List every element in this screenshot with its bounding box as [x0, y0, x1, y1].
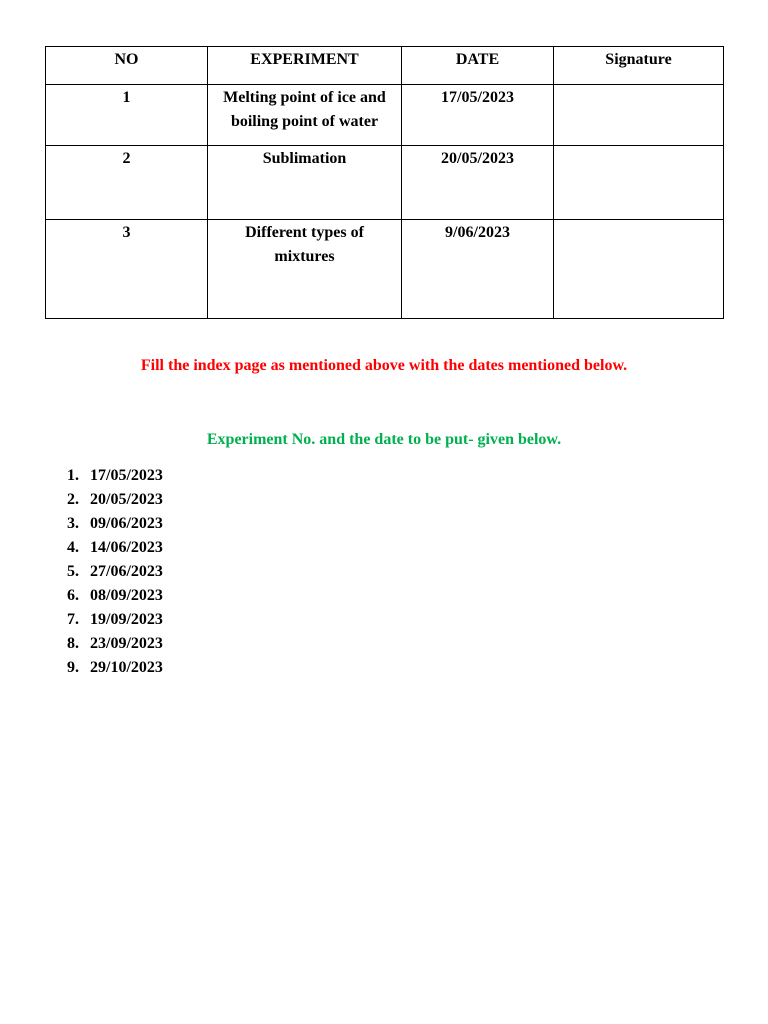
- list-item: [67, 632, 163, 656]
- list-date: 09/06/2023: [90, 515, 163, 532]
- list-date: 23/09/2023: [90, 635, 163, 652]
- list-number: 5.: [67, 563, 79, 580]
- cell-no: 1: [46, 85, 208, 146]
- index-table: [45, 46, 724, 319]
- list-number: 1.: [67, 467, 79, 484]
- list-number: 6.: [67, 587, 79, 604]
- header-experiment: EXPERIMENT: [208, 47, 402, 85]
- cell-experiment: [208, 220, 402, 319]
- table-row: [46, 220, 724, 319]
- list-item: [67, 608, 163, 632]
- list-item: [67, 656, 163, 680]
- cell-experiment: [208, 85, 402, 146]
- list-number: 8.: [67, 635, 79, 652]
- list-item: [67, 560, 163, 584]
- header-no: NO: [46, 47, 208, 85]
- cell-experiment: [208, 146, 402, 220]
- instruction-green: Experiment No. and the date to be put- given below.: [206, 431, 562, 448]
- list-item: [67, 584, 163, 608]
- list-number: 7.: [67, 611, 79, 628]
- list-item: [67, 488, 163, 512]
- list-item: [67, 536, 163, 560]
- list-date: 27/06/2023: [90, 563, 163, 580]
- experiment-line: boiling point of water: [230, 113, 379, 130]
- list-date: 17/05/2023: [90, 467, 163, 484]
- table-row: [46, 85, 724, 146]
- list-date: 29/10/2023: [90, 659, 163, 676]
- cell-date: 17/05/2023: [402, 85, 554, 146]
- instruction-red: Fill the index page as mentioned above with the dates mentioned below.: [140, 357, 628, 374]
- cell-no: 3: [46, 220, 208, 319]
- date-list: [67, 464, 163, 680]
- list-number: 9.: [67, 659, 79, 676]
- cell-no: 2: [46, 146, 208, 220]
- list-date: 08/09/2023: [90, 587, 163, 604]
- cell-date: 9/06/2023: [402, 220, 554, 319]
- list-number: 2.: [67, 491, 79, 508]
- list-date: 20/05/2023: [90, 491, 163, 508]
- cell-signature: [554, 146, 724, 220]
- table-row: [46, 146, 724, 220]
- experiment-line: Sublimation: [262, 150, 347, 167]
- cell-signature: [554, 85, 724, 146]
- list-number: 3.: [67, 515, 79, 532]
- cell-date: 20/05/2023: [402, 146, 554, 220]
- experiment-line: Melting point of ice and: [223, 89, 386, 106]
- header-signature: Signature: [554, 47, 724, 85]
- cell-signature: [554, 220, 724, 319]
- experiment-line: Different types of: [245, 224, 364, 241]
- list-date: 14/06/2023: [90, 539, 163, 556]
- experiment-line: mixtures: [274, 248, 335, 265]
- table-header-row: [46, 47, 724, 85]
- list-number: 4.: [67, 539, 79, 556]
- header-date: DATE: [402, 47, 554, 85]
- list-date: 19/09/2023: [90, 611, 163, 628]
- list-item: [67, 512, 163, 536]
- list-item: [67, 464, 163, 488]
